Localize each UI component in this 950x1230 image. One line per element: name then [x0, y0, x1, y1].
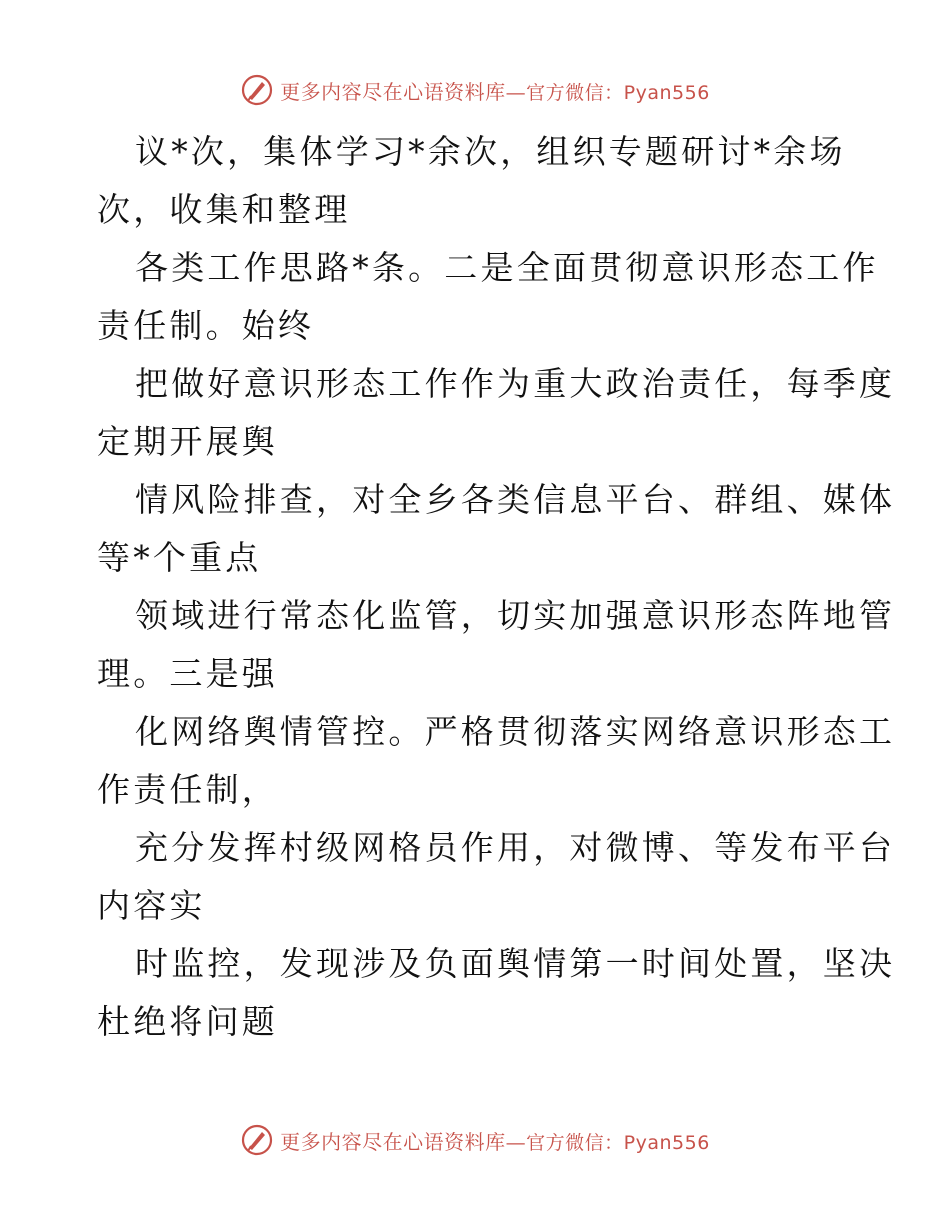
quill-logo-icon: [240, 73, 274, 107]
body-line: 议*次，集体学习*余次，组织专题研讨*余场: [135, 132, 846, 171]
body-line: 等*个重点: [97, 538, 262, 577]
footer-banner: [0, 1120, 950, 1160]
body-line: 化网络舆情管控。严格贯彻落实网络意识形态工: [135, 712, 896, 751]
body-line: 时监控，发现涉及负面舆情第一时间处置，坚决: [135, 944, 896, 983]
footer-banner-text: 更多内容尽在心语资料库—官方微信：Pyan556: [280, 1129, 710, 1154]
body-line: 次，收集和整理: [97, 190, 351, 229]
body-line: 杜绝将问题: [97, 1002, 278, 1041]
body-line: 领域进行常态化监管，切实加强意识形态阵地管: [135, 596, 896, 635]
header-banner: [0, 70, 950, 110]
document-body: [97, 123, 896, 1051]
body-line: 定期开展舆: [97, 422, 278, 461]
quill-logo-icon: [240, 1123, 274, 1157]
header-banner-text: 更多内容尽在心语资料库—官方微信：Pyan556: [280, 79, 710, 104]
body-line: 把做好意识形态工作作为重大政治责任，每季度: [135, 364, 896, 403]
body-line: 理。三是强: [97, 654, 278, 693]
body-line: 各类工作思路*条。二是全面贯彻意识形态工作: [135, 248, 879, 287]
body-line: 责任制。始终: [97, 306, 315, 345]
body-line: 作责任制，: [97, 770, 278, 809]
body-line: 内容实: [97, 886, 206, 925]
body-line: 情风险排查，对全乡各类信息平台、群组、媒体: [135, 480, 896, 519]
body-line: 充分发挥村级网格员作用，对微博、等发布平台: [135, 828, 896, 867]
